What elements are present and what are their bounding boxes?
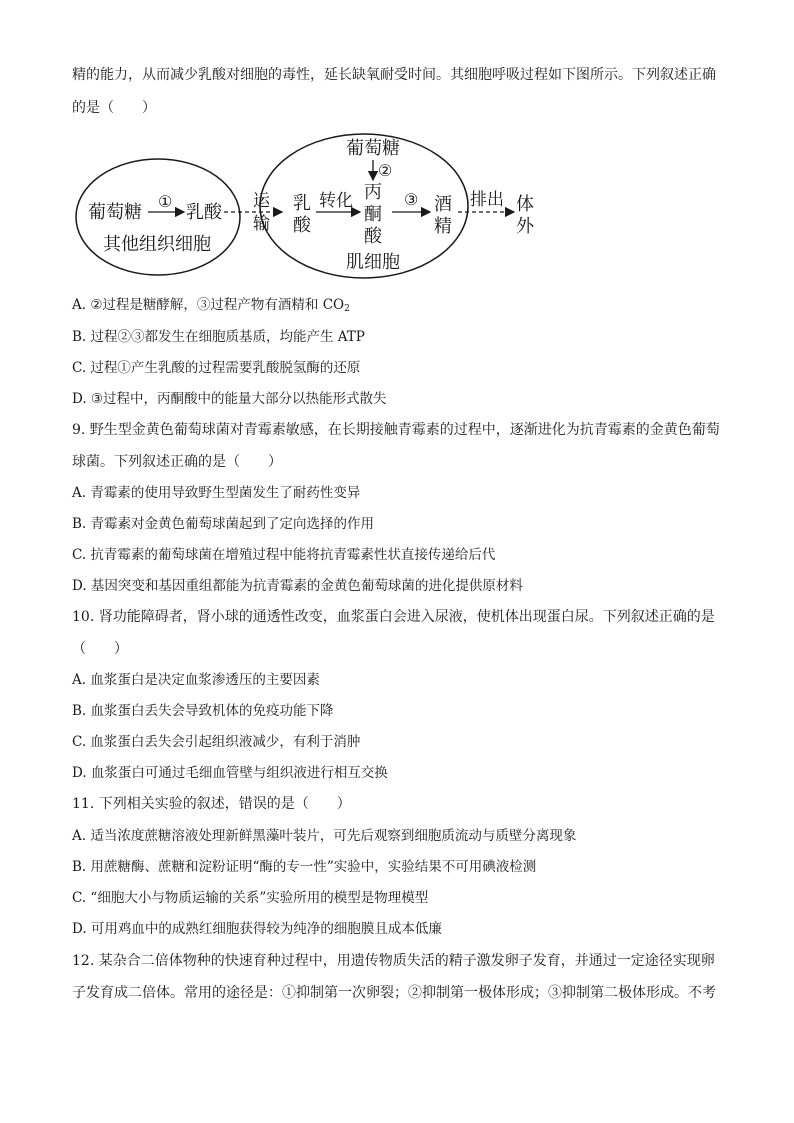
- step1-label: ①: [158, 192, 173, 211]
- lactate-right-label-1: 乳: [293, 193, 311, 214]
- step3-label: ③: [404, 190, 419, 209]
- q8-stem-line2: 的是（ ）: [72, 100, 156, 116]
- transport-label-1: 运: [253, 191, 270, 211]
- convert-label: 转化: [319, 191, 353, 211]
- q11-option-d: D. 可用鸡血中的成熟红细胞获得较为纯净的细胞膜且成本低廉: [72, 921, 442, 937]
- q8-option-c: C. 过程①产生乳酸的过程需要乳酸脱氢酶的还原: [72, 360, 361, 376]
- q11-option-a: A. 适当浓度蔗糖溶液处理新鲜黑藻叶装片，可先后观察到细胞质流动与质壁分离现象: [72, 828, 577, 844]
- q8-option-b: B. 过程②③都发生在细胞质基质，均能产生 ATP: [72, 329, 365, 345]
- q11-option-c: C. “细胞大小与物质运输的关系”实验所用的模型是物理模型: [72, 890, 429, 906]
- q8-stem-line1: 精的能力，从而减少乳酸对细胞的毒性，延长缺氧耐受时间。其细胞呼吸过程如下图所示。下列叙述正确: [72, 67, 716, 83]
- glucose-left-label: 葡萄糖: [88, 202, 142, 223]
- muscle-cell-label: 肌细胞: [346, 252, 400, 273]
- ethanol-label-1: 酒: [434, 194, 452, 215]
- transport-label-2: 输: [253, 214, 270, 234]
- q10-option-c: C. 血浆蛋白丢失会引起组织液减少，有利于消肿: [72, 734, 361, 750]
- q12-stem-line1: 12. 某杂合二倍体物种的快速育种过程中，用遗传物质失活的精子激发卵子发育，并通过一定途径实现卵: [72, 953, 715, 969]
- q10-option-d: D. 血浆蛋白可通过毛细血管壁与组织液进行相互交换: [72, 765, 388, 781]
- pyruvate-label-1: 丙: [364, 182, 382, 203]
- q9-stem-line1: 9. 野生型金黄色葡萄球菌对青霉素敏感，在长期接触青霉素的过程中，逐渐进化为抗青霉素的金黄色葡萄: [72, 422, 720, 438]
- q8-option-d: D. ③过程中，丙酮酸中的能量大部分以热能形式散失: [72, 391, 387, 407]
- q8-option-a: [72, 295, 350, 319]
- q9-stem-line2: 球菌。下列叙述正确的是（ ）: [72, 454, 282, 470]
- cell-respiration-diagram: [72, 130, 552, 280]
- q10-stem-line1: 10. 肾功能障碍者，肾小球的通透性改变，血浆蛋白会进入尿液，使机体出现蛋白尿。下列叙述正确的是: [72, 609, 715, 625]
- lactate-right-label-2: 酸: [293, 215, 311, 236]
- q9-option-b: B. 青霉素对金黄色葡萄球菌起到了定向选择的作用: [72, 516, 375, 532]
- q11-stem: 11. 下列相关实验的叙述，错误的是（ ）: [72, 796, 351, 812]
- step2-label: ②: [378, 161, 393, 180]
- other-cells-label: 其他组织细胞: [103, 234, 211, 255]
- ethanol-label-2: 精: [434, 216, 452, 237]
- outside-label-1: 体: [516, 194, 534, 215]
- glucose-top-label: 葡萄糖: [346, 138, 400, 159]
- q9-option-d: D. 基因突变和基因重组都能为抗青霉素的金黄色葡萄球菌的进化提供原材料: [72, 578, 523, 594]
- q10-option-a: A. 血浆蛋白是决定血浆渗透压的主要因素: [72, 672, 320, 688]
- q9-option-c: C. 抗青霉素的葡萄球菌在增殖过程中能将抗青霉素性状直接传递给后代: [72, 547, 496, 563]
- q10-stem-line2: （ ）: [72, 641, 128, 657]
- excrete-label: 排出: [470, 190, 504, 210]
- q12-stem-line2: 子发育成二倍体。常用的途径是：①抑制第一次卵裂；②抑制第一极体形成；③抑制第二极体形成。不考: [72, 985, 716, 1001]
- outside-label-2: 外: [516, 216, 534, 237]
- q8-option-a-subscript: 2: [344, 304, 350, 314]
- lactate-left-label: 乳酸: [186, 202, 222, 223]
- q11-option-b: B. 用蔗糖酶、蔗糖和淀粉证明“酶的专一性”实验中，实验结果不可用碘液检测: [72, 859, 537, 875]
- q8-option-a-text: A. ②过程是糖酵解，③过程产物有酒精和 CO: [72, 297, 345, 313]
- pyruvate-label-2: 酮: [364, 204, 382, 225]
- pyruvate-label-3: 酸: [364, 226, 382, 247]
- q9-option-a: A. 青霉素的使用导致野生型菌发生了耐药性变异: [72, 485, 361, 501]
- q10-option-b: B. 血浆蛋白丢失会导致机体的免疫功能下降: [72, 703, 334, 719]
